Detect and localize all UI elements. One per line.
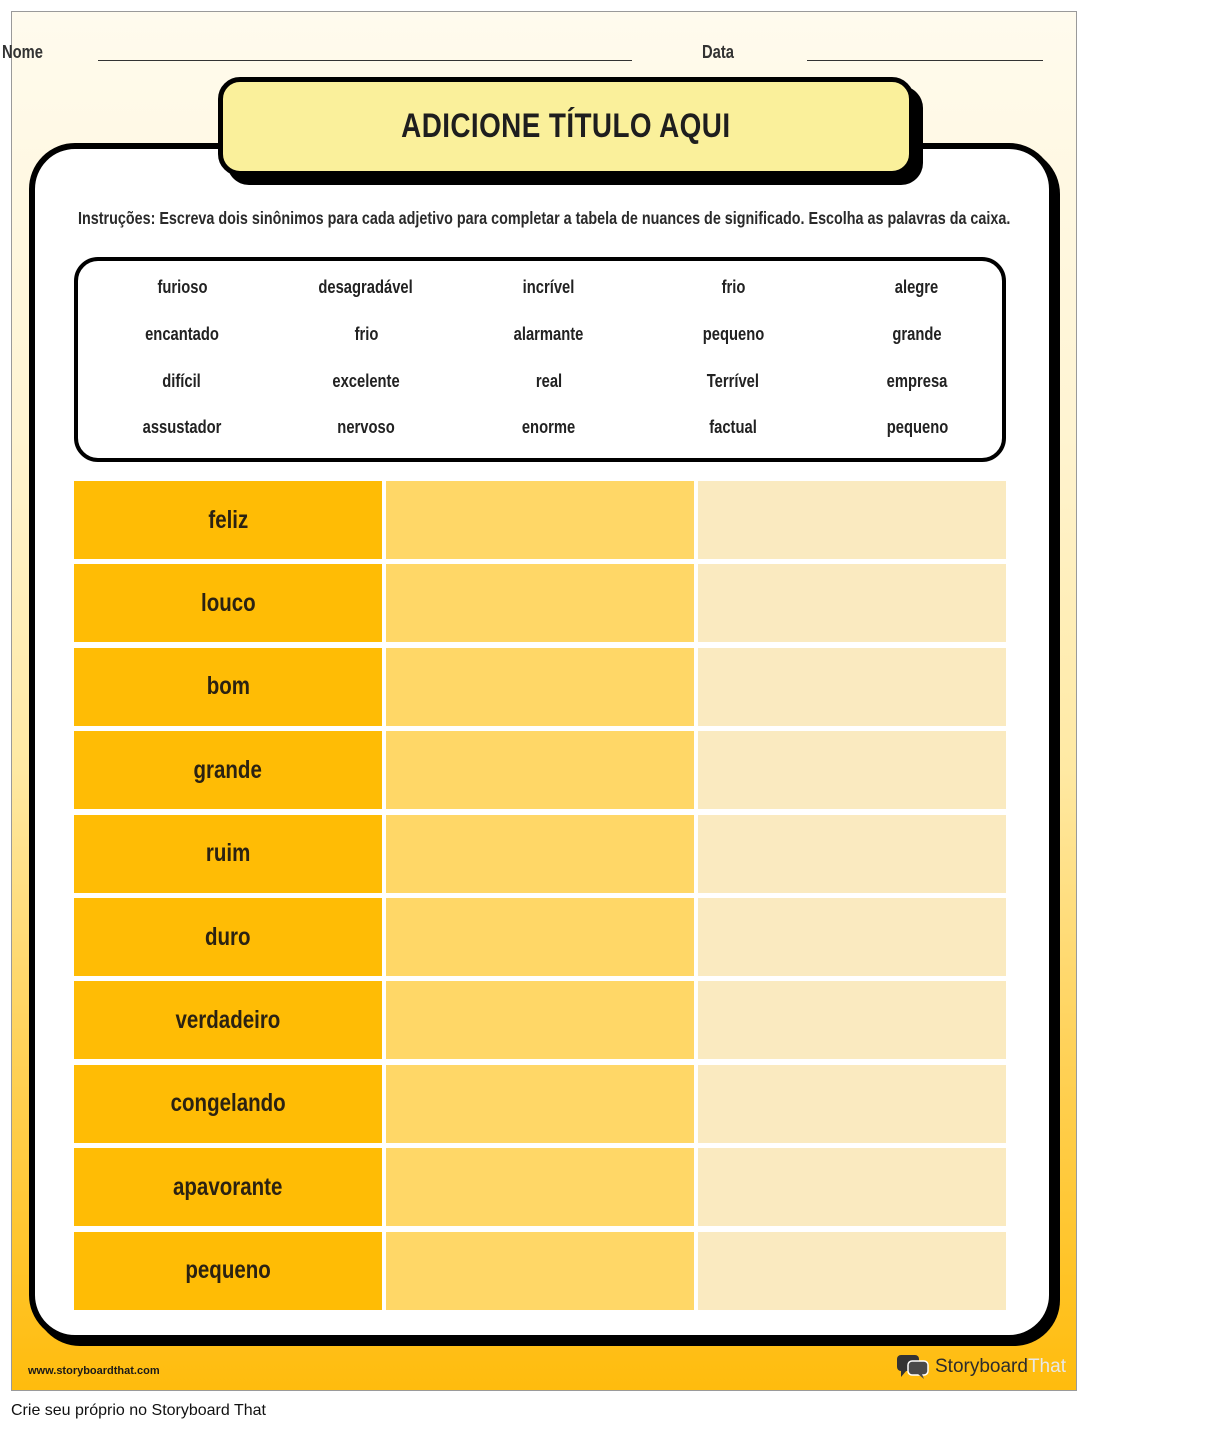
adjective-label: pequeno bbox=[185, 1256, 271, 1285]
synonym-answer-cell[interactable] bbox=[698, 648, 1006, 726]
synonym-answer-cell[interactable] bbox=[698, 898, 1006, 976]
adjective-cell bbox=[74, 1232, 382, 1310]
storyboardthat-logo bbox=[896, 1354, 1066, 1380]
word-bank-item: grande bbox=[892, 324, 942, 344]
synonym-answer-cell[interactable] bbox=[386, 1148, 694, 1226]
adjective-label: ruim bbox=[205, 839, 251, 868]
adjective-cell bbox=[74, 1148, 382, 1226]
word-bank-item: Terrível bbox=[706, 371, 760, 391]
name-line bbox=[98, 60, 632, 61]
synonym-answer-cell[interactable] bbox=[698, 564, 1006, 642]
synonym-answer-cell[interactable] bbox=[698, 815, 1006, 893]
word-bank-box bbox=[74, 257, 1006, 462]
adjective-cell bbox=[74, 648, 382, 726]
word-bank-item: difícil bbox=[162, 371, 202, 391]
synonym-answer-cell[interactable] bbox=[386, 1232, 694, 1310]
adjective-cell bbox=[74, 981, 382, 1059]
synonym-answer-cell[interactable] bbox=[386, 981, 694, 1059]
worksheet-page bbox=[2, 11, 1077, 1391]
synonym-answer-cell[interactable] bbox=[698, 731, 1006, 809]
speech-bubbles-icon bbox=[896, 1354, 930, 1380]
word-bank-item: empresa bbox=[886, 371, 948, 391]
synonym-answer-cell[interactable] bbox=[386, 1065, 694, 1143]
date-line bbox=[807, 60, 1043, 61]
word-bank-item: pequeno bbox=[886, 417, 948, 437]
adjective-cell bbox=[74, 481, 382, 559]
synonym-answer-cell[interactable] bbox=[386, 815, 694, 893]
word-bank-item: factual bbox=[709, 417, 757, 437]
word-bank-item: assustador bbox=[142, 417, 222, 437]
synonym-answer-cell[interactable] bbox=[386, 648, 694, 726]
adjective-label: duro bbox=[205, 922, 251, 951]
page-title: ADICIONE TÍTULO AQUI bbox=[401, 107, 731, 145]
adjective-label: louco bbox=[200, 588, 256, 617]
word-bank-item: frio bbox=[721, 277, 745, 297]
word-bank-item: desagradável bbox=[318, 277, 414, 297]
word-bank-item: incrível bbox=[523, 277, 575, 297]
adjective-label: bom bbox=[206, 672, 250, 701]
adjective-label: congelando bbox=[170, 1089, 286, 1118]
adjective-label: grande bbox=[193, 755, 263, 784]
synonym-answer-cell[interactable] bbox=[698, 1148, 1006, 1226]
word-bank-item: enorme bbox=[522, 417, 576, 437]
adjective-cell bbox=[74, 564, 382, 642]
synonym-answer-cell[interactable] bbox=[386, 481, 694, 559]
adjective-cell bbox=[74, 1065, 382, 1143]
synonym-answer-cell[interactable] bbox=[698, 1232, 1006, 1310]
instructions-text: Instruções: Escreva dois sinônimos para cada adjetivo para completar a tabela de nuances de significado. Escolha as palavras da caixa. bbox=[78, 208, 1011, 228]
synonym-answer-cell[interactable] bbox=[698, 981, 1006, 1059]
word-bank-item: alegre bbox=[895, 277, 939, 297]
word-bank-item: alarmante bbox=[514, 324, 584, 344]
name-label: Nome bbox=[2, 42, 44, 62]
brand-name: StoryboardThat bbox=[935, 1356, 1066, 1377]
adjective-cell bbox=[74, 731, 382, 809]
adjective-label: apavorante bbox=[173, 1172, 283, 1201]
create-your-own-link[interactable]: Crie seu próprio no Storyboard That bbox=[11, 1402, 266, 1419]
adjective-cell bbox=[74, 898, 382, 976]
adjective-cell bbox=[74, 815, 382, 893]
synonym-answer-cell[interactable] bbox=[386, 731, 694, 809]
synonym-answer-cell[interactable] bbox=[386, 564, 694, 642]
word-bank-item: nervoso bbox=[337, 417, 395, 437]
word-bank-item: real bbox=[535, 371, 563, 391]
word-bank-item: furioso bbox=[156, 277, 208, 297]
title-box bbox=[218, 77, 914, 176]
synonym-answer-cell[interactable] bbox=[698, 1065, 1006, 1143]
adjective-label: verdadeiro bbox=[175, 1005, 281, 1034]
website-url: www.storyboardthat.com bbox=[28, 1365, 160, 1377]
word-bank-item: excelente bbox=[332, 371, 400, 391]
date-label: Data bbox=[702, 42, 734, 62]
synonym-answer-cell[interactable] bbox=[698, 481, 1006, 559]
adjective-label: feliz bbox=[208, 505, 248, 534]
word-bank-item: encantado bbox=[145, 324, 219, 344]
word-bank-item: frio bbox=[354, 324, 378, 344]
synonym-answer-cell[interactable] bbox=[386, 898, 694, 976]
word-bank-item: pequeno bbox=[702, 324, 764, 344]
